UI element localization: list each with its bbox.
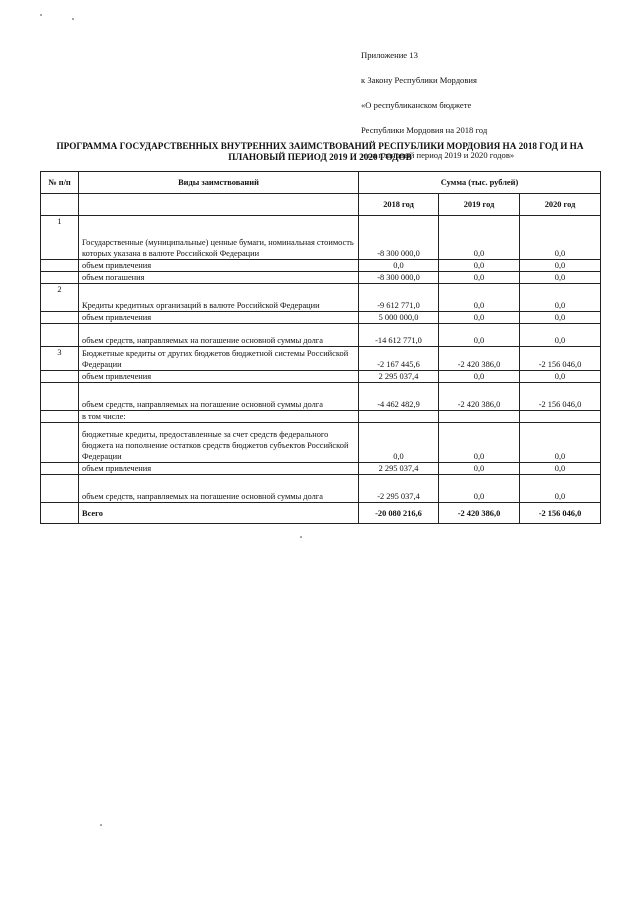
row-value-2019: 0,0 <box>439 423 520 463</box>
row-value-2020: 0,0 <box>520 324 601 347</box>
row-value-2019: 0,0 <box>439 324 520 347</box>
row-value-2019: -2 420 386,0 <box>439 347 520 371</box>
row-description: объем привлечения <box>79 260 359 272</box>
header-year: 2020 год <box>520 194 601 216</box>
row-description: объем средств, направляемых на погашение основной суммы долга <box>79 475 359 503</box>
row-number: 3 <box>41 347 79 371</box>
row-value-2020: 0,0 <box>520 216 601 260</box>
table-row <box>41 272 601 284</box>
annex-line: Приложение 13 <box>361 49 418 60</box>
row-value-2018: 5 000 000,0 <box>359 312 439 324</box>
row-description: объем привлечения <box>79 463 359 475</box>
table-row <box>41 324 601 347</box>
header-year: 2019 год <box>439 194 520 216</box>
header-type: Виды заимствований <box>79 172 359 194</box>
row-value-2020: 0,0 <box>520 475 601 503</box>
row-value-2019: 0,0 <box>439 260 520 272</box>
annex-line: Республики Мордовия на 2018 год <box>361 125 488 136</box>
table-row <box>41 423 601 463</box>
scan-speck <box>72 18 74 20</box>
row-value-2020: 0,0 <box>520 371 601 383</box>
row-description: объем погашения <box>79 272 359 284</box>
header-empty <box>79 194 359 216</box>
row-description: Бюджетные кредиты от других бюджетов бюджетной системы Российской Федерации <box>79 347 359 371</box>
table-row <box>41 312 601 324</box>
row-value-2018: 2 295 037,4 <box>359 463 439 475</box>
row-value-2018: -2 167 445,6 <box>359 347 439 371</box>
header-empty <box>41 194 79 216</box>
annex-line: и на плановый период 2019 и 2020 годов» <box>361 150 515 161</box>
header-year: 2018 год <box>359 194 439 216</box>
row-value-2020: 0,0 <box>520 284 601 312</box>
row-value-2018: 0,0 <box>359 260 439 272</box>
table-row <box>41 371 601 383</box>
row-value-2020: -2 156 046,0 <box>520 383 601 411</box>
row-number: 1 <box>41 216 79 260</box>
header-sum: Сумма (тыс. рублей) <box>359 172 601 194</box>
scan-speck <box>100 824 102 826</box>
table-row <box>41 463 601 475</box>
row-value-2018: -8 300 000,0 <box>359 216 439 260</box>
row-number <box>41 324 79 347</box>
borrowings-table <box>40 171 601 524</box>
total-2020: -2 156 046,0 <box>520 503 601 524</box>
row-value-2018: -4 462 482,9 <box>359 383 439 411</box>
table-row <box>41 475 601 503</box>
annex-line: «О республиканском бюджете <box>361 99 472 110</box>
total-row <box>41 503 601 524</box>
row-value-2019: 0,0 <box>439 216 520 260</box>
table-row <box>41 383 601 411</box>
annex-line: к Закону Республики Мордовия <box>361 74 477 85</box>
table-body <box>41 216 601 503</box>
total-2018: -20 080 216,6 <box>359 503 439 524</box>
row-value-2020: 0,0 <box>520 463 601 475</box>
row-value-2018: -14 612 771,0 <box>359 324 439 347</box>
row-value-2019: 0,0 <box>439 371 520 383</box>
row-number <box>41 463 79 475</box>
table-row <box>41 411 601 423</box>
scan-speck <box>300 536 302 538</box>
row-description: бюджетные кредиты, предоставленные за счет средств федерального бюджета на пополнение остатков средств бюджетов субъектов Российской Федерации <box>79 423 359 463</box>
row-value-2019 <box>439 411 520 423</box>
total-num <box>41 503 79 524</box>
row-description: объем средств, направляемых на погашение основной суммы долга <box>79 324 359 347</box>
row-number <box>41 371 79 383</box>
row-number <box>41 411 79 423</box>
row-number: 2 <box>41 284 79 312</box>
scan-speck <box>40 14 42 16</box>
row-value-2018: -8 300 000,0 <box>359 272 439 284</box>
document-title: ПРОГРАММА ГОСУДАРСТВЕННЫХ ВНУТРЕННИХ ЗАИМСТВОВАНИЙ РЕСПУБЛИКИ МОРДОВИЯ НА 2018 ГОД И НА ПЛАНОВЫЙ ПЕРИОД 2019 И 2020 ГОДОВ <box>56 141 584 162</box>
row-description: объем средств, направляемых на погашение основной суммы долга <box>79 383 359 411</box>
row-value-2019: 0,0 <box>439 475 520 503</box>
table-row <box>41 260 601 272</box>
row-number <box>41 383 79 411</box>
header-number: № п/п <box>41 172 79 194</box>
row-number <box>41 312 79 324</box>
row-description: объем привлечения <box>79 371 359 383</box>
row-value-2020 <box>520 411 601 423</box>
row-value-2018: 2 295 037,4 <box>359 371 439 383</box>
row-value-2020: 0,0 <box>520 272 601 284</box>
row-number <box>41 260 79 272</box>
row-value-2019: 0,0 <box>439 272 520 284</box>
row-value-2019: -2 420 386,0 <box>439 383 520 411</box>
table-row <box>41 347 601 371</box>
total-2019: -2 420 386,0 <box>439 503 520 524</box>
row-description: объем привлечения <box>79 312 359 324</box>
row-value-2018 <box>359 411 439 423</box>
table-row <box>41 284 601 312</box>
total-label: Всего <box>79 503 359 524</box>
row-value-2019: 0,0 <box>439 312 520 324</box>
row-value-2019: 0,0 <box>439 284 520 312</box>
row-description: Кредиты кредитных организаций в валюте Российской Федерации <box>79 284 359 312</box>
row-value-2019: 0,0 <box>439 463 520 475</box>
row-value-2018: -9 612 771,0 <box>359 284 439 312</box>
row-value-2020: 0,0 <box>520 260 601 272</box>
row-description: в том числе: <box>79 411 359 423</box>
row-value-2018: 0,0 <box>359 423 439 463</box>
row-number <box>41 475 79 503</box>
table-row <box>41 216 601 260</box>
row-description: Государственные (муниципальные) ценные бумаги, номинальная стоимость которых указана в валюте Российской Федерации <box>79 216 359 260</box>
row-value-2018: -2 295 037,4 <box>359 475 439 503</box>
row-number <box>41 423 79 463</box>
row-value-2020: -2 156 046,0 <box>520 347 601 371</box>
row-value-2020: 0,0 <box>520 423 601 463</box>
row-number <box>41 272 79 284</box>
row-value-2020: 0,0 <box>520 312 601 324</box>
